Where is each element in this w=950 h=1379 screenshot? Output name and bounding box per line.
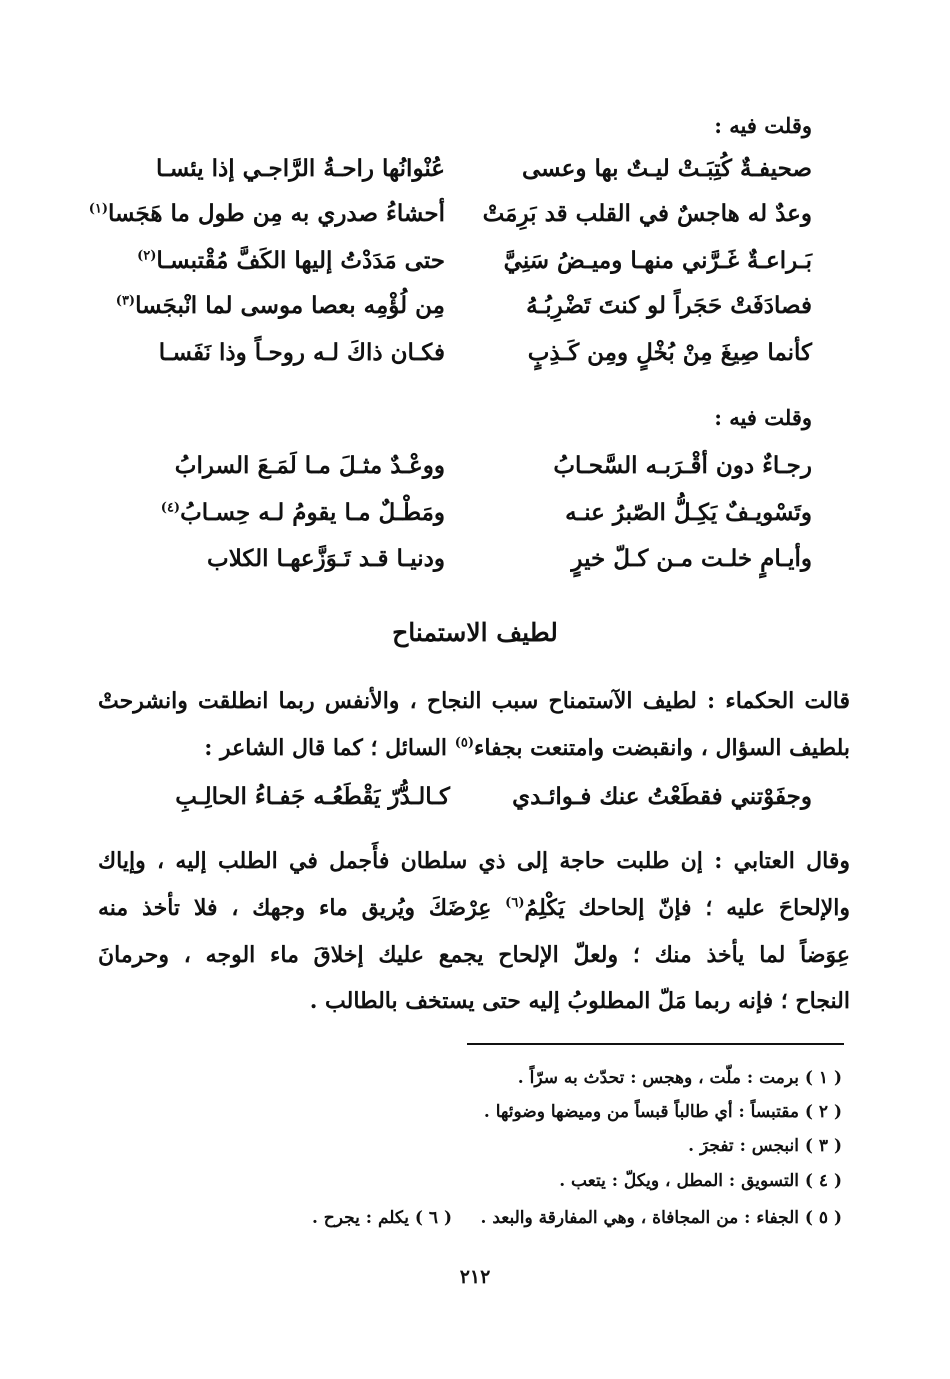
footnote: ( ٦ ) يكلم : يجرح .	[311, 1208, 452, 1228]
verse-second-hemistich: فكـان ذاكَ لـه روحـاً وذا نَفَسـا	[158, 339, 445, 366]
paragraph-line: قالت الحكماء : لطيف الآستمناح سبب النجاح ، والأنفس ربما انطلقت وانشرحتْ	[98, 688, 850, 714]
verse-second-hemistich: حتى مَدَدْتُ إليها الكَفَّ مُقْتبسـا$^{(٢)}$	[137, 247, 445, 274]
page-number: ٢١٢	[459, 1266, 491, 1288]
verse-second-hemistich: أحشاءُ صدري به مِن طول ما هَجَسا$^{(١)}$	[88, 200, 445, 227]
verse-second-hemistich: ودنيـا قـد تَـوَزَّعهـا الكلاب	[207, 545, 445, 572]
footnote-ref: (١)	[88, 201, 108, 217]
footnote: ( ٢ ) مقتبساً : أي طالباً قبساً من وميضها وضوئها .	[483, 1102, 842, 1122]
footnote-ref: (٤)	[160, 500, 181, 516]
verse-first-hemistich: فصادَفَتْ حَجَراً لو كنتَ تَضْرِبُـهُ	[526, 292, 812, 319]
footnote-divider	[467, 1043, 844, 1045]
paragraph-line: بلطيف السؤال ، وانقبضت وامتنعت بجفاء$^{(٥)}$ السائل ؛ كما قال الشاعر :	[204, 735, 850, 761]
verse-first-hemistich: رجـاءٌ دون أقْـرَبـه السَّحـابُ	[553, 452, 812, 479]
footnote-ref: (٥)	[454, 735, 474, 751]
verse-first-hemistich: وعدٌ له هاجسٌ في القلب قد بَرِمَتْ	[482, 200, 812, 227]
footnote-ref: (٣)	[115, 293, 136, 309]
verse-first-hemistich: وجفَوْتني فقطَعْتُ عنك فـوائـدي	[512, 783, 812, 810]
footnote-ref: (٢)	[137, 248, 157, 264]
verse-first-hemistich: وأيـامٍ خلـت مـن كـلّ خيرٍ	[571, 545, 812, 572]
footnote: ( ٥ ) الجفاء : من المجافاة ، وهي المفارقة والبعد .	[480, 1208, 842, 1228]
section-label: وقلت فيه :	[714, 405, 812, 430]
footnote: ( ١ ) برمت : ملّت ، وهجس : تحدّث به سرّاً .	[517, 1068, 842, 1088]
section-label: وقلت فيه :	[714, 113, 812, 138]
paragraph-line: عِوَضاً لما يأخذ منك ؛ ولعلّ الإلحاح يجمع عليك إخلاقَ ماء الوجه ، وحرمانَ	[98, 942, 850, 968]
footnote: ( ٤ ) التسويق : المطل ، ويكلّ : يتعب .	[559, 1171, 842, 1191]
verse-first-hemistich: بَـراعـةٌ غَـرَّني منهـا وميـضُ سَنِيَّ	[503, 247, 812, 274]
paragraph-line: النجاح ؛ فإنه ربما مَلّ المطلوبُ إليه حتى يستخف بالطالب .	[309, 988, 850, 1014]
footnote: ( ٣ ) انبجس : تفجرَ .	[688, 1136, 842, 1156]
footnote-ref: (٦)	[505, 895, 525, 911]
verse-second-hemistich: مِن لُؤْمِه بعصا موسى لما انْبجَسا$^{(٣)}$	[115, 292, 445, 319]
verse-second-hemistich: كـالـدُّرّ يَقْطَعُـه جَفـاءُ الحالِـبِ	[175, 783, 450, 810]
paragraph-line: والإلحاحَ عليه ؛ فإنّ إلحاحك يَكْلِمُ$^{(٦)}$ عِرْضَكَ ويُريق ماء وجهك ، فلا تأخذ منه	[98, 895, 850, 921]
verse-second-hemistich: عُنْوانُها راحـةُ الرَّاجـي إذا يئسـا	[156, 155, 445, 182]
paragraph-line: وقال العتابي : إن طلبت حاجة إلى ذي سلطان فأَجمل في الطلب إليه ، وإياك	[98, 848, 850, 874]
verse-first-hemistich: كأنما صِيغَ مِنْ بُخْلٍ ومِن كَـذِبٍ	[527, 339, 812, 366]
section-heading: لطيف الاستمناح	[392, 618, 558, 647]
verse-first-hemistich: صحيفـةٌ كُتِبَـتْ ليـتٌ بها وعسى	[521, 155, 812, 182]
verse-first-hemistich: وتَسْويـفٌ يَكِـلُّ الصّبرُ عنـه	[565, 499, 812, 526]
verse-second-hemistich: ومَطْـلٌ مـا يقومُ لـه حِسـابُ$^{(٤)}$	[160, 499, 445, 526]
verse-second-hemistich: ووعْـدٌ مثـلَ مـا لَمَـعَ السرابُ	[174, 452, 445, 479]
